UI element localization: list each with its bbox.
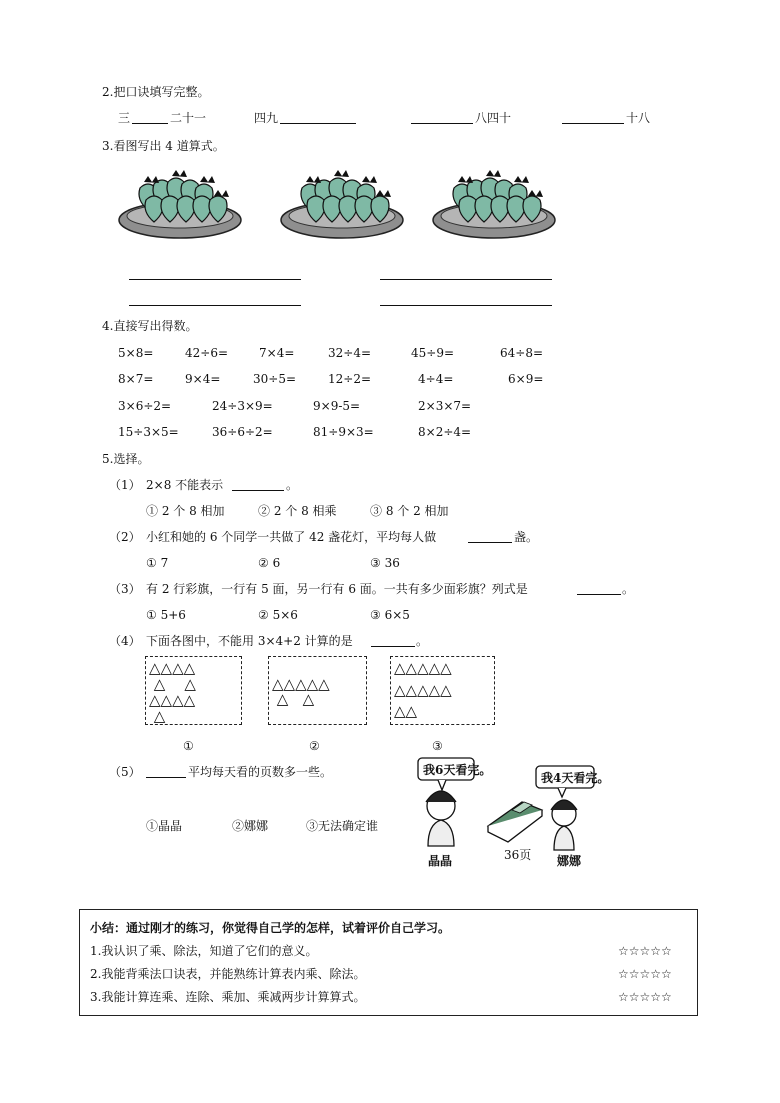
q4-expr: 8×2÷4= xyxy=(418,425,472,439)
q5-2-number: （2） xyxy=(109,530,141,544)
summary-item: 2.我能背乘法口诀表，并能熟练计算表内乘、除法。 xyxy=(90,967,366,981)
summary-title: 小结：通过刚才的练习，你觉得自己学的怎样，试着评价自己学习。 xyxy=(90,921,451,935)
q5-title: 5.选择。 xyxy=(102,452,150,466)
speech-bubble-jingjing: 我6天看完。 xyxy=(423,763,492,777)
q5-3-option[interactable]: ② 5×6 xyxy=(258,608,298,622)
triangle-row-icon: △△△△△ xyxy=(272,675,330,693)
q4-expr: 9×9-5= xyxy=(313,399,361,413)
name-nana: 娜娜 xyxy=(557,854,582,868)
q2-title: 2.把口诀填写完整。 xyxy=(102,85,210,99)
q5-2-option[interactable]: ② 6 xyxy=(258,556,281,570)
q4-expr: 8×7= xyxy=(118,372,154,386)
q4-expr: 24÷3×9= xyxy=(212,399,273,413)
q5-1-number: （1） xyxy=(109,478,141,492)
triangle-row-icon: △△△△ xyxy=(149,691,196,709)
q5-2-option[interactable]: ③ 36 xyxy=(370,556,400,570)
q5-3-end: 。 xyxy=(622,582,635,596)
figure-label: ③ xyxy=(432,739,443,753)
strawberry-plates-image xyxy=(115,162,565,244)
figure-label: ② xyxy=(309,739,320,753)
q2-blank-4[interactable] xyxy=(562,123,624,124)
q2-text: 四九 xyxy=(254,111,279,125)
q4-expr: 81÷9×3= xyxy=(313,425,374,439)
q4-expr: 12÷2= xyxy=(328,372,372,386)
q2-text: 十八 xyxy=(626,111,651,125)
q4-title: 4.直接写出得数。 xyxy=(102,319,198,333)
summary-box xyxy=(79,909,698,1016)
triangle-figure-2[interactable] xyxy=(268,656,367,725)
q5-2-end: 盏。 xyxy=(514,530,539,544)
q5-1-option[interactable]: ② 2 个 8 相乘 xyxy=(258,504,337,518)
q2-text: 二十一 xyxy=(170,111,207,125)
q5-4-end: 。 xyxy=(416,634,429,648)
q5-1-option[interactable]: ① 2 个 8 相加 xyxy=(146,504,225,518)
q5-3-question: 有 2 行彩旗，一行有 5 面，另一行有 6 面。一共有多少面彩旗？列式是 xyxy=(146,582,528,596)
star-rating-icon[interactable]: ☆☆☆☆☆ xyxy=(618,944,672,958)
q2-blank-3[interactable] xyxy=(411,123,473,124)
triangle-row-icon: △△△△ xyxy=(149,659,196,677)
q5-4-blank[interactable] xyxy=(371,646,415,647)
q4-expr: 32÷4= xyxy=(328,346,372,360)
q4-expr: 6×9= xyxy=(508,372,544,386)
book-pages-label: 36页 xyxy=(504,848,532,862)
summary-item: 3.我能计算连乘、连除、乘加、乘减两步计算算式。 xyxy=(90,990,366,1004)
speech-bubble-nana: 我4天看完。 xyxy=(541,771,610,785)
q3-answer-line[interactable] xyxy=(380,279,552,280)
q5-1-end: 。 xyxy=(286,478,299,492)
q5-3-number: （3） xyxy=(109,582,141,596)
figure-label: ① xyxy=(183,739,194,753)
summary-item: 1.我认识了乘、除法，知道了它们的意义。 xyxy=(90,944,318,958)
q4-expr: 4÷4= xyxy=(418,372,454,386)
q5-5-option[interactable]: ③无法确定谁 xyxy=(306,819,379,833)
q4-expr: 15÷3×5= xyxy=(118,425,179,439)
q2-blank-1[interactable] xyxy=(132,123,168,124)
q3-answer-line[interactable] xyxy=(129,305,301,306)
q5-5-blank[interactable] xyxy=(146,777,186,778)
triangle-row-icon: △△ xyxy=(394,702,418,720)
q4-expr: 64÷8= xyxy=(500,346,544,360)
q4-expr: 30÷5= xyxy=(253,372,297,386)
triangle-row-icon: △ xyxy=(149,707,166,725)
q5-3-blank[interactable] xyxy=(577,594,621,595)
q4-expr: 3×6÷2= xyxy=(118,399,172,413)
q5-1-option[interactable]: ③ 8 个 2 相加 xyxy=(370,504,449,518)
q4-expr: 45÷9= xyxy=(411,346,455,360)
q3-answer-line[interactable] xyxy=(129,279,301,280)
triangle-figure-1[interactable] xyxy=(145,656,242,725)
q5-3-option[interactable]: ① 5+6 xyxy=(146,608,186,622)
q5-4-number: （4） xyxy=(109,634,141,648)
q4-expr: 42÷6= xyxy=(185,346,229,360)
q5-2-blank[interactable] xyxy=(468,542,512,543)
q5-5-question: 平均每天看的页数多一些。 xyxy=(188,765,333,779)
triangle-row-icon: △△△△△ xyxy=(394,659,452,677)
q4-expr: 2×3×7= xyxy=(418,399,472,413)
q5-2-question: 小红和她的 6 个同学一共做了 42 盏花灯，平均每人做 xyxy=(146,530,437,544)
q4-expr: 36÷6÷2= xyxy=(212,425,273,439)
q3-answer-line[interactable] xyxy=(380,305,552,306)
q5-3-option[interactable]: ③ 6×5 xyxy=(370,608,410,622)
star-rating-icon[interactable]: ☆☆☆☆☆ xyxy=(618,967,672,981)
q5-5-number: （5） xyxy=(109,765,141,779)
q5-1-question: 2×8 不能表示 xyxy=(146,478,224,492)
q5-1-blank[interactable] xyxy=(232,490,284,491)
q4-expr: 7×4= xyxy=(259,346,295,360)
name-jingjing: 晶晶 xyxy=(428,854,453,868)
q5-2-option[interactable]: ① 7 xyxy=(146,556,169,570)
triangle-row-icon: △ △ xyxy=(272,690,315,708)
q5-4-question: 下面各图中，不能用 3×4+2 计算的是 xyxy=(146,634,353,648)
triangle-row-icon: △ △ xyxy=(149,675,196,693)
q5-5-option[interactable]: ②娜娜 xyxy=(232,819,269,833)
q4-expr: 5×8= xyxy=(118,346,154,360)
triangle-row-icon: △△△△△ xyxy=(394,681,452,699)
q4-expr: 9×4= xyxy=(185,372,221,386)
star-rating-icon[interactable]: ☆☆☆☆☆ xyxy=(618,990,672,1004)
q2-text: 八四十 xyxy=(475,111,512,125)
q5-5-option[interactable]: ①晶晶 xyxy=(146,819,183,833)
triangle-figure-3[interactable] xyxy=(390,656,495,725)
q3-title: 3.看图写出 4 道算式。 xyxy=(102,139,225,153)
q2-blank-2[interactable] xyxy=(280,123,356,124)
q2-text: 三 xyxy=(118,111,131,125)
